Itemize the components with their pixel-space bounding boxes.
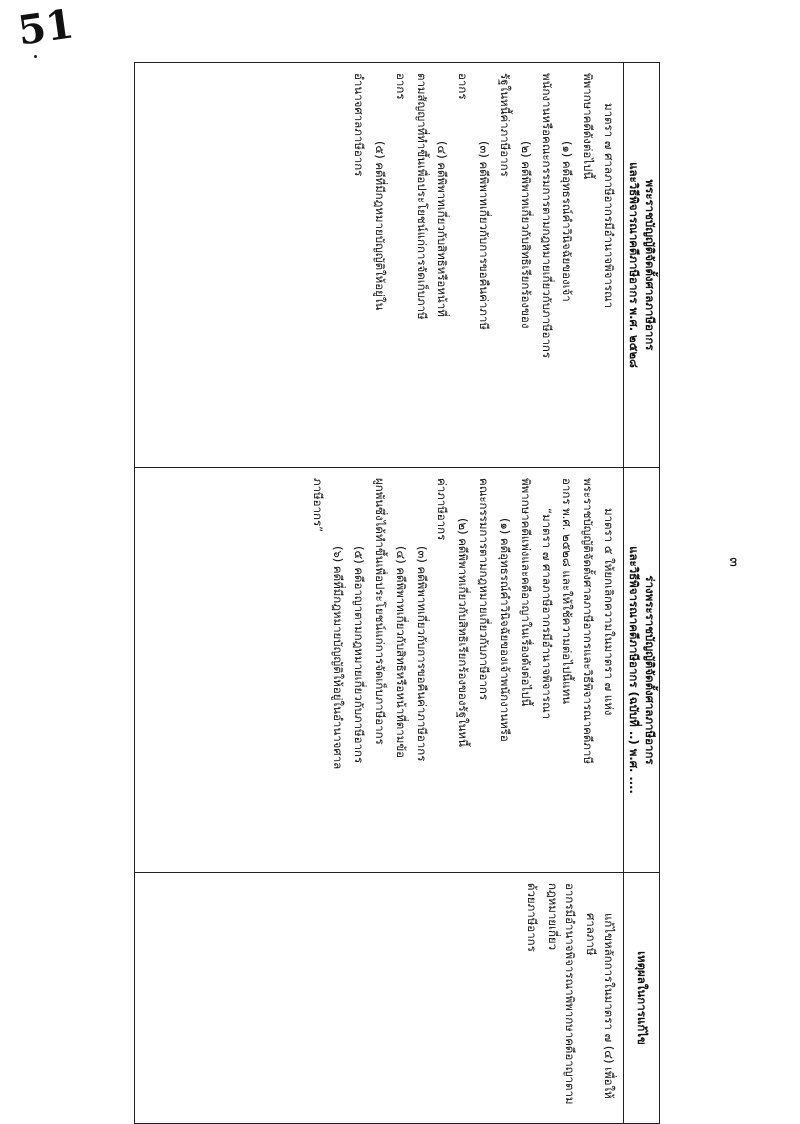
current-law-line: มาตรา ๗ ศาลภาษีอากรมีอำนาจพิจารณา [601, 103, 616, 309]
header-current-law-text: พระราชบัญญัติจัดตั้งศาลภาษีอากร และวิธีพิจารณาคดีภาษีอากร พ.ศ. ๒๕๒๘ [627, 162, 657, 368]
draft-law-line: คณะกรรมการตามกฎหมายเกี่ยวกับภาษีอากร [477, 478, 492, 701]
header-reason [623, 873, 659, 1124]
scan-speck [34, 55, 37, 58]
reason-line: อากรมีอำนาจพิจารณาพิพากษาคดีอาญาตามกฎหมายเกี่ยว [545, 883, 578, 1105]
draft-law-line: “มาตรา ๗ ศาลภาษีอากรมีอำนาจพิจารณา [539, 508, 554, 720]
draft-law-line: พระราชบัญญัติจัดตั้งศาลภาษีอากรและวิธีพิจารณาคดีภาษี [581, 478, 596, 764]
draft-law-line: มาตรา ๕ ให้ยกเลิกความในมาตรา ๗ แห่ง [601, 508, 616, 716]
current-law-line: อำนาจศาลภาษีอากร [352, 73, 367, 177]
draft-law-line: (๖) คดีที่มีกฎหมายบัญญัติให้อยู่ในอำนาจศาล [331, 546, 346, 770]
draft-law-line: (๑) คดีอุทธรณ์คำวินิจฉัยของเจ้าพนักงานหรือ [497, 518, 512, 742]
current-law-line: (๕) คดีที่มีกฎหมายบัญญัติให้อยู่ใน [373, 141, 388, 311]
current-law-line: พิพากษาคดีดังต่อไปนี้ [581, 73, 596, 180]
current-law-line: (๓) คดีพิพาทเกี่ยวกับการขอคืนค่าภาษี [477, 141, 492, 330]
current-law-cell [135, 63, 624, 468]
draft-law-line: ค่าภาษีอากร [435, 478, 450, 541]
draft-law-line: ผูกพันซึ่งได้ทำขึ้นเพื่อประโยชน์แก่การจัดเก็บภาษีอากร [373, 478, 388, 745]
header-draft-law-text: ร่างพระราชบัญญัติจัดตั้งศาลภาษีอากร และวิธีพิจารณาคดีภาษีอากร (ฉบับที่ ..) พ.ศ. .... [627, 546, 657, 794]
draft-law-line: (๔) คดีพิพาทเกี่ยวกับสิทธิหรือหน้าที่ตามข้อ [393, 546, 408, 759]
comparison-table-rotated [134, 62, 660, 1105]
current-law-line: (๒) คดีพิพาทเกี่ยวกับสิทธิเรียกร้องของ [518, 141, 533, 329]
draft-law-cell [135, 468, 624, 873]
draft-law-line: (๓) คดีพิพาทเกี่ยวกับการขอคืนค่าภาษีอากร [414, 546, 429, 762]
header-current-law [623, 63, 659, 468]
current-law-line: รัฐในหนี้ค่าภาษีอากร [497, 73, 512, 177]
reason-line: ด้วยภาษีอากร [524, 883, 539, 952]
comparison-table [134, 62, 660, 1124]
draft-law-line: (๕) คดีอาญาตามกฎหมายเกี่ยวกับภาษีอากร [352, 546, 367, 764]
header-reason-text: เหตุผลในการแก้ไข [635, 951, 650, 1045]
page-number: ๓ [726, 557, 742, 567]
current-law-line: (๑) คดีอุทธรณ์คำวินิจฉัยของเจ้า [560, 141, 575, 302]
draft-law-line: ภาษีอากร” [310, 478, 325, 533]
current-law-line: พนักงานหรือคณะกรรมการตามกฎหมายเกี่ยวกับภาษีอากร [539, 73, 554, 359]
reason-cell [135, 873, 624, 1124]
header-draft-law [623, 468, 659, 873]
current-law-line: อากร [456, 73, 471, 100]
corner-handwritten-number: 51 [15, 0, 77, 55]
current-law-line: (๔) คดีพิพาทเกี่ยวกับสิทธิหรือหน้าที่ [435, 141, 450, 317]
draft-law-line: อากร พ.ศ. ๒๕๒๘ และให้ใช้ความต่อไปนี้แทน [560, 478, 575, 705]
current-law-line: ตามสัญญาที่ทำขึ้นเพื่อประโยชน์แก่การจัดเก็บภาษี [414, 73, 429, 320]
table-row [135, 63, 624, 1124]
draft-law-line: พิพากษาคดีแพ่งและคดีอาญาในเรื่องดังต่อไปนี้ [518, 478, 533, 707]
reason-line: แก้ไขหลักการในมาตรา ๗ (๔) เพื่อให้ศาลภาษี [584, 913, 616, 1099]
draft-law-line: (๒) คดีพิพาทเกี่ยวกับสิทธิเรียกร้องของรัฐในหนี้ [456, 518, 471, 747]
current-law-line: อากร [393, 73, 408, 100]
table-header-row [623, 63, 659, 1124]
